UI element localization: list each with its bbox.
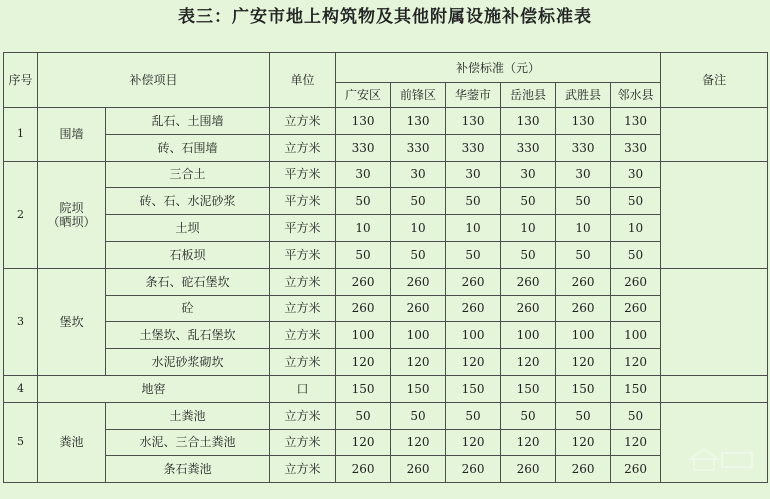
table-row [4,375,768,402]
header-standard: 补偿标准（元） [336,53,661,83]
value-cell: 330 [446,134,501,161]
value-cell: 120 [501,349,556,376]
value-cell: 330 [611,134,661,161]
sub-item: 乱石、土围墙 [106,108,270,135]
sub-item: 砼 [106,295,270,322]
unit-cell: 立方米 [270,322,336,349]
value-cell: 50 [446,402,501,429]
value-cell: 260 [611,456,661,483]
value-cell: 50 [446,188,501,215]
value-cell: 150 [391,375,446,402]
header-item: 补偿项目 [38,53,270,108]
value-cell: 10 [611,215,661,242]
table-row [4,295,768,322]
value-cell: 50 [611,402,661,429]
sub-item: 水泥砂浆砌坎 [106,349,270,376]
table-row [4,188,768,215]
unit-cell: 立方米 [270,402,336,429]
value-cell: 150 [336,375,391,402]
table-row [4,215,768,242]
unit-cell: 平方米 [270,161,336,188]
value-cell: 120 [391,429,446,456]
value-cell: 30 [611,161,661,188]
row-seq: 3 [4,268,38,375]
value-cell: 50 [501,188,556,215]
value-cell: 330 [391,134,446,161]
value-cell: 50 [336,402,391,429]
table-row [4,322,768,349]
header-seq: 序号 [4,53,38,108]
district-header-2: 华蓥市 [446,83,501,108]
unit-cell: 立方米 [270,134,336,161]
header-note: 备注 [661,53,768,108]
row-seq: 2 [4,161,38,268]
sub-item: 砖、石、水泥砂浆 [106,188,270,215]
group-name: 院坝 （晒坝） [38,161,106,268]
sub-item: 条石粪池 [106,456,270,483]
group-name: 粪池 [38,402,106,482]
value-cell: 10 [336,215,391,242]
sub-item: 土坝 [106,215,270,242]
watermark-logo-icon [686,446,756,472]
value-cell: 260 [501,456,556,483]
district-header-0: 广安区 [336,83,391,108]
value-cell: 50 [391,188,446,215]
value-cell: 330 [336,134,391,161]
unit-cell: 立方米 [270,295,336,322]
value-cell: 100 [446,322,501,349]
value-cell: 260 [336,295,391,322]
value-cell: 100 [501,322,556,349]
value-cell: 100 [391,322,446,349]
value-cell: 30 [501,161,556,188]
value-cell: 130 [391,108,446,135]
value-cell: 10 [556,215,611,242]
value-cell: 50 [391,402,446,429]
value-cell: 260 [501,268,556,295]
value-cell: 260 [391,295,446,322]
value-cell: 120 [556,429,611,456]
sub-item: 水泥、三合土粪池 [106,429,270,456]
value-cell: 30 [446,161,501,188]
value-cell: 10 [501,215,556,242]
value-cell: 330 [556,134,611,161]
unit-cell: 平方米 [270,188,336,215]
table-row [4,268,768,295]
value-cell: 150 [556,375,611,402]
value-cell: 30 [336,161,391,188]
page-title: 表三：广安市地上构筑物及其他附属设施补偿标准表 [178,7,592,27]
value-cell: 260 [391,456,446,483]
unit-cell: 立方米 [270,349,336,376]
value-cell: 50 [336,241,391,268]
table-row [4,349,768,376]
value-cell: 260 [336,268,391,295]
value-cell: 260 [336,456,391,483]
unit-cell: 立方米 [270,429,336,456]
value-cell: 260 [446,295,501,322]
value-cell: 10 [391,215,446,242]
value-cell: 260 [391,268,446,295]
value-cell: 50 [556,402,611,429]
value-cell: 260 [556,456,611,483]
value-cell: 120 [336,349,391,376]
value-cell: 150 [611,375,661,402]
item-name: 地窖 [38,375,270,402]
district-header-4: 武胜县 [556,83,611,108]
value-cell: 260 [556,295,611,322]
value-cell: 50 [446,241,501,268]
unit-cell: 平方米 [270,241,336,268]
sub-item: 石板坝 [106,241,270,268]
value-cell: 10 [446,215,501,242]
note-cell [661,161,768,268]
value-cell: 130 [446,108,501,135]
value-cell: 50 [391,241,446,268]
group-name: 堡坎 [38,268,106,375]
sub-item: 条石、砣石堡坎 [106,268,270,295]
district-header-3: 岳池县 [501,83,556,108]
unit-cell: 立方米 [270,268,336,295]
district-header-5: 邻水县 [611,83,661,108]
unit-cell: 口 [270,375,336,402]
unit-cell: 立方米 [270,456,336,483]
value-cell: 150 [446,375,501,402]
unit-cell: 立方米 [270,108,336,135]
value-cell: 260 [556,268,611,295]
table-row [4,402,768,429]
value-cell: 120 [446,349,501,376]
value-cell: 120 [336,429,391,456]
value-cell: 50 [611,188,661,215]
value-cell: 120 [446,429,501,456]
sub-item: 土粪池 [106,402,270,429]
group-name: 围墙 [38,108,106,162]
table-row [4,429,768,456]
table-row [4,108,768,135]
value-cell: 50 [501,241,556,268]
unit-cell: 平方米 [270,215,336,242]
note-cell [661,108,768,162]
value-cell: 50 [336,188,391,215]
note-cell [661,268,768,375]
value-cell: 260 [611,295,661,322]
value-cell: 50 [556,241,611,268]
row-seq: 5 [4,402,38,482]
row-seq: 4 [4,375,38,402]
value-cell: 120 [556,349,611,376]
value-cell: 100 [336,322,391,349]
row-seq: 1 [4,108,38,162]
value-cell: 30 [556,161,611,188]
value-cell: 120 [501,429,556,456]
value-cell: 130 [611,108,661,135]
value-cell: 330 [501,134,556,161]
value-cell: 130 [336,108,391,135]
note-cell [661,375,768,402]
compensation-table [3,52,768,483]
value-cell: 260 [501,295,556,322]
value-cell: 260 [611,268,661,295]
value-cell: 30 [391,161,446,188]
table-row [4,134,768,161]
table-row [4,456,768,483]
value-cell: 260 [446,456,501,483]
sub-item: 土堡坎、乱石堡坎 [106,322,270,349]
value-cell: 100 [611,322,661,349]
value-cell: 50 [501,402,556,429]
header-unit: 单位 [270,53,336,108]
value-cell: 120 [611,349,661,376]
table-row [4,161,768,188]
value-cell: 100 [556,322,611,349]
value-cell: 260 [446,268,501,295]
value-cell: 120 [611,429,661,456]
value-cell: 50 [611,241,661,268]
district-header-1: 前锋区 [391,83,446,108]
value-cell: 150 [501,375,556,402]
value-cell: 50 [556,188,611,215]
sub-item: 砖、石围墙 [106,134,270,161]
value-cell: 120 [391,349,446,376]
value-cell: 130 [556,108,611,135]
sub-item: 三合土 [106,161,270,188]
table-row [4,241,768,268]
value-cell: 130 [501,108,556,135]
